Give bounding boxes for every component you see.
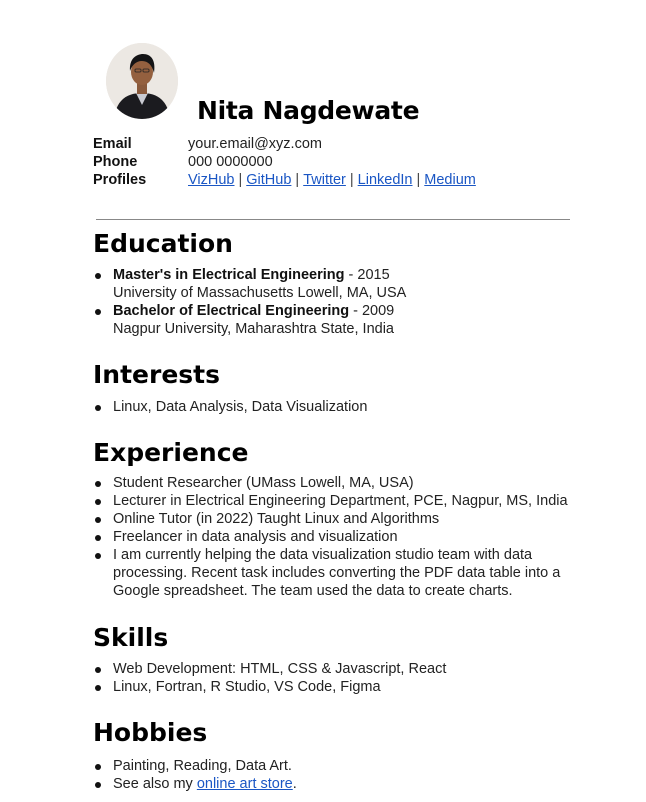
contact-info: [93, 135, 476, 189]
education-degree: Bachelor of Electrical Engineering: [113, 303, 350, 319]
list-item: Painting, Reading, Data Art.: [93, 757, 583, 775]
education-item: [93, 266, 583, 302]
art-store-link[interactable]: online art store: [196, 776, 293, 792]
profile-separator: |: [295, 172, 300, 188]
experience-list: [93, 474, 583, 600]
hobbies-heading: Hobbies: [93, 718, 208, 747]
email-label: Email: [93, 136, 132, 152]
education-heading: Education: [93, 229, 233, 258]
list-item: [93, 775, 583, 793]
contact-email-row: [93, 135, 476, 153]
list-item: Lecturer in Electrical Engineering Department, PCE, Nagpur, MS, India: [93, 492, 583, 510]
person-name: Nita Nagdewate: [197, 96, 420, 125]
profile-separator: |: [349, 172, 354, 188]
hobbies-list: [93, 757, 583, 793]
medium-link[interactable]: Medium: [424, 172, 476, 188]
profile-separator: |: [238, 172, 243, 188]
profiles-links: [188, 171, 476, 189]
profile-separator: |: [416, 172, 421, 188]
list-item: Online Tutor (in 2022) Taught Linux and Algorithms: [93, 510, 583, 528]
skills-heading: Skills: [93, 623, 169, 652]
education-degree: Master's in Electrical Engineering: [113, 267, 345, 283]
list-item: I am currently helping the data visualization studio team with data processing. Recent task includes converting the PDF data table into a Google spreadsheet. The team used the data to create charts.: [93, 546, 583, 600]
education-school: Nagpur University, Maharashtra State, India: [113, 321, 395, 337]
email-value: your.email@xyz.com: [188, 136, 322, 152]
header-divider: [96, 219, 570, 220]
see-also-prefix: See also my: [113, 776, 197, 792]
list-item: Linux, Fortran, R Studio, VS Code, Figma: [93, 678, 583, 696]
education-year: - 2015: [344, 267, 390, 283]
education-list: [93, 266, 583, 338]
phone-label: Phone: [93, 154, 138, 170]
phone-value: 000 0000000: [188, 154, 273, 170]
list-item: Student Researcher (UMass Lowell, MA, USA): [93, 474, 583, 492]
list-item: Web Development: HTML, CSS & Javascript, React: [93, 660, 583, 678]
experience-heading: Experience: [93, 438, 249, 467]
twitter-link[interactable]: Twitter: [303, 172, 346, 188]
education-year: - 2009: [349, 303, 395, 319]
skills-list: [93, 660, 583, 696]
profiles-label: Profiles: [93, 172, 147, 188]
list-item: Freelancer in data analysis and visualization: [93, 528, 583, 546]
avatar: [106, 43, 178, 119]
profile-photo: [106, 43, 178, 119]
list-item: Linux, Data Analysis, Data Visualization: [93, 398, 583, 416]
contact-profiles-row: [93, 171, 476, 189]
contact-phone-row: [93, 153, 476, 171]
interests-list: [93, 398, 583, 416]
vizhub-link[interactable]: VizHub: [188, 172, 235, 188]
education-item: [93, 302, 583, 338]
linkedin-link[interactable]: LinkedIn: [357, 172, 413, 188]
github-link[interactable]: GitHub: [246, 172, 292, 188]
education-school: University of Massachusetts Lowell, MA, USA: [113, 285, 407, 301]
interests-heading: Interests: [93, 360, 221, 389]
see-also-suffix: .: [292, 776, 297, 792]
